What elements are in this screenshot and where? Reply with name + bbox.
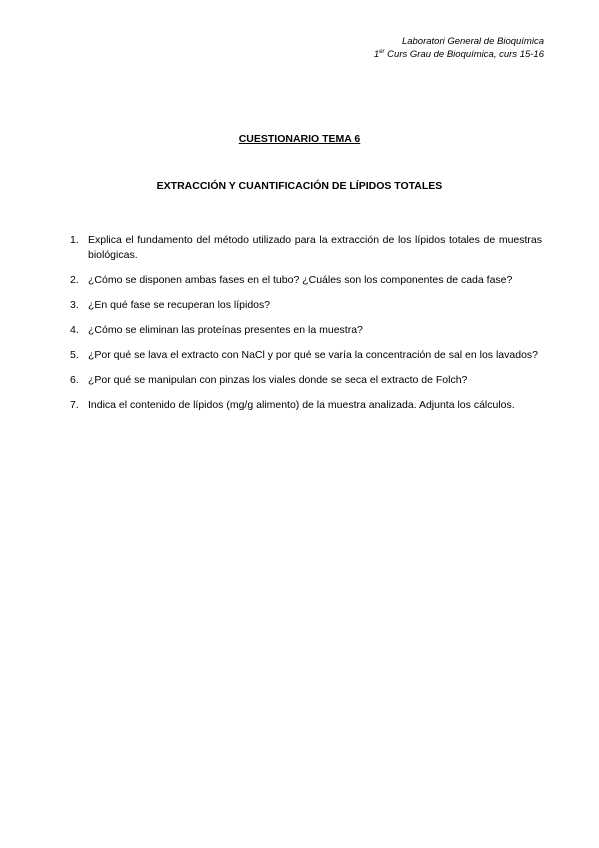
- question-item: [70, 373, 542, 388]
- question-number: 6.: [70, 374, 79, 386]
- question-number: 3.: [70, 299, 79, 311]
- header-course-number: 1: [373, 49, 380, 60]
- question-number: 7.: [70, 399, 79, 411]
- question-item: [70, 233, 542, 263]
- question-text: Indica el contenido de lípidos (mg/g alimento) de la muestra analizada. Adjunta los cálculos.: [88, 399, 515, 411]
- page-title: CUESTIONARIO TEMA 6: [238, 133, 361, 145]
- question-item: [70, 348, 542, 363]
- question-number: 1.: [70, 234, 79, 246]
- header-course-ordinal: er: [379, 49, 385, 55]
- page-subtitle: EXTRACCIÓN Y CUANTIFICACIÓN DE LÍPIDOS TOTALES: [156, 180, 443, 192]
- question-item: [70, 298, 542, 313]
- question-number: 4.: [70, 324, 79, 336]
- document-header: [374, 35, 544, 61]
- question-text: ¿Por qué se manipulan con pinzas los viales donde se seca el extracto de Folch?: [88, 374, 468, 386]
- question-number: 5.: [70, 349, 79, 361]
- question-text: Explica el fundamento del método utilizado para la extracción de los lípidos totales de muestras biológicas.: [88, 234, 542, 261]
- question-text: ¿Cómo se disponen ambas fases en el tubo? ¿Cuáles son los componentes de cada fase?: [88, 274, 513, 286]
- question-list: [70, 233, 542, 423]
- header-lab-name: Laboratori General de Bioquímica: [401, 36, 544, 47]
- question-text: ¿Cómo se eliminan las proteínas presentes en la muestra?: [88, 324, 363, 336]
- header-course-line: [374, 48, 544, 61]
- question-text: ¿Por qué se lava el extracto con NaCl y por qué se varía la concentración de sal en los lavados?: [88, 349, 538, 361]
- header-course-text: Curs Grau de Bioquímica, curs 15-16: [384, 49, 544, 60]
- question-item: [70, 323, 542, 338]
- question-text: ¿En qué fase se recuperan los lípidos?: [88, 299, 271, 311]
- question-item: [70, 398, 542, 413]
- question-item: [70, 273, 542, 288]
- question-number: 2.: [70, 274, 79, 286]
